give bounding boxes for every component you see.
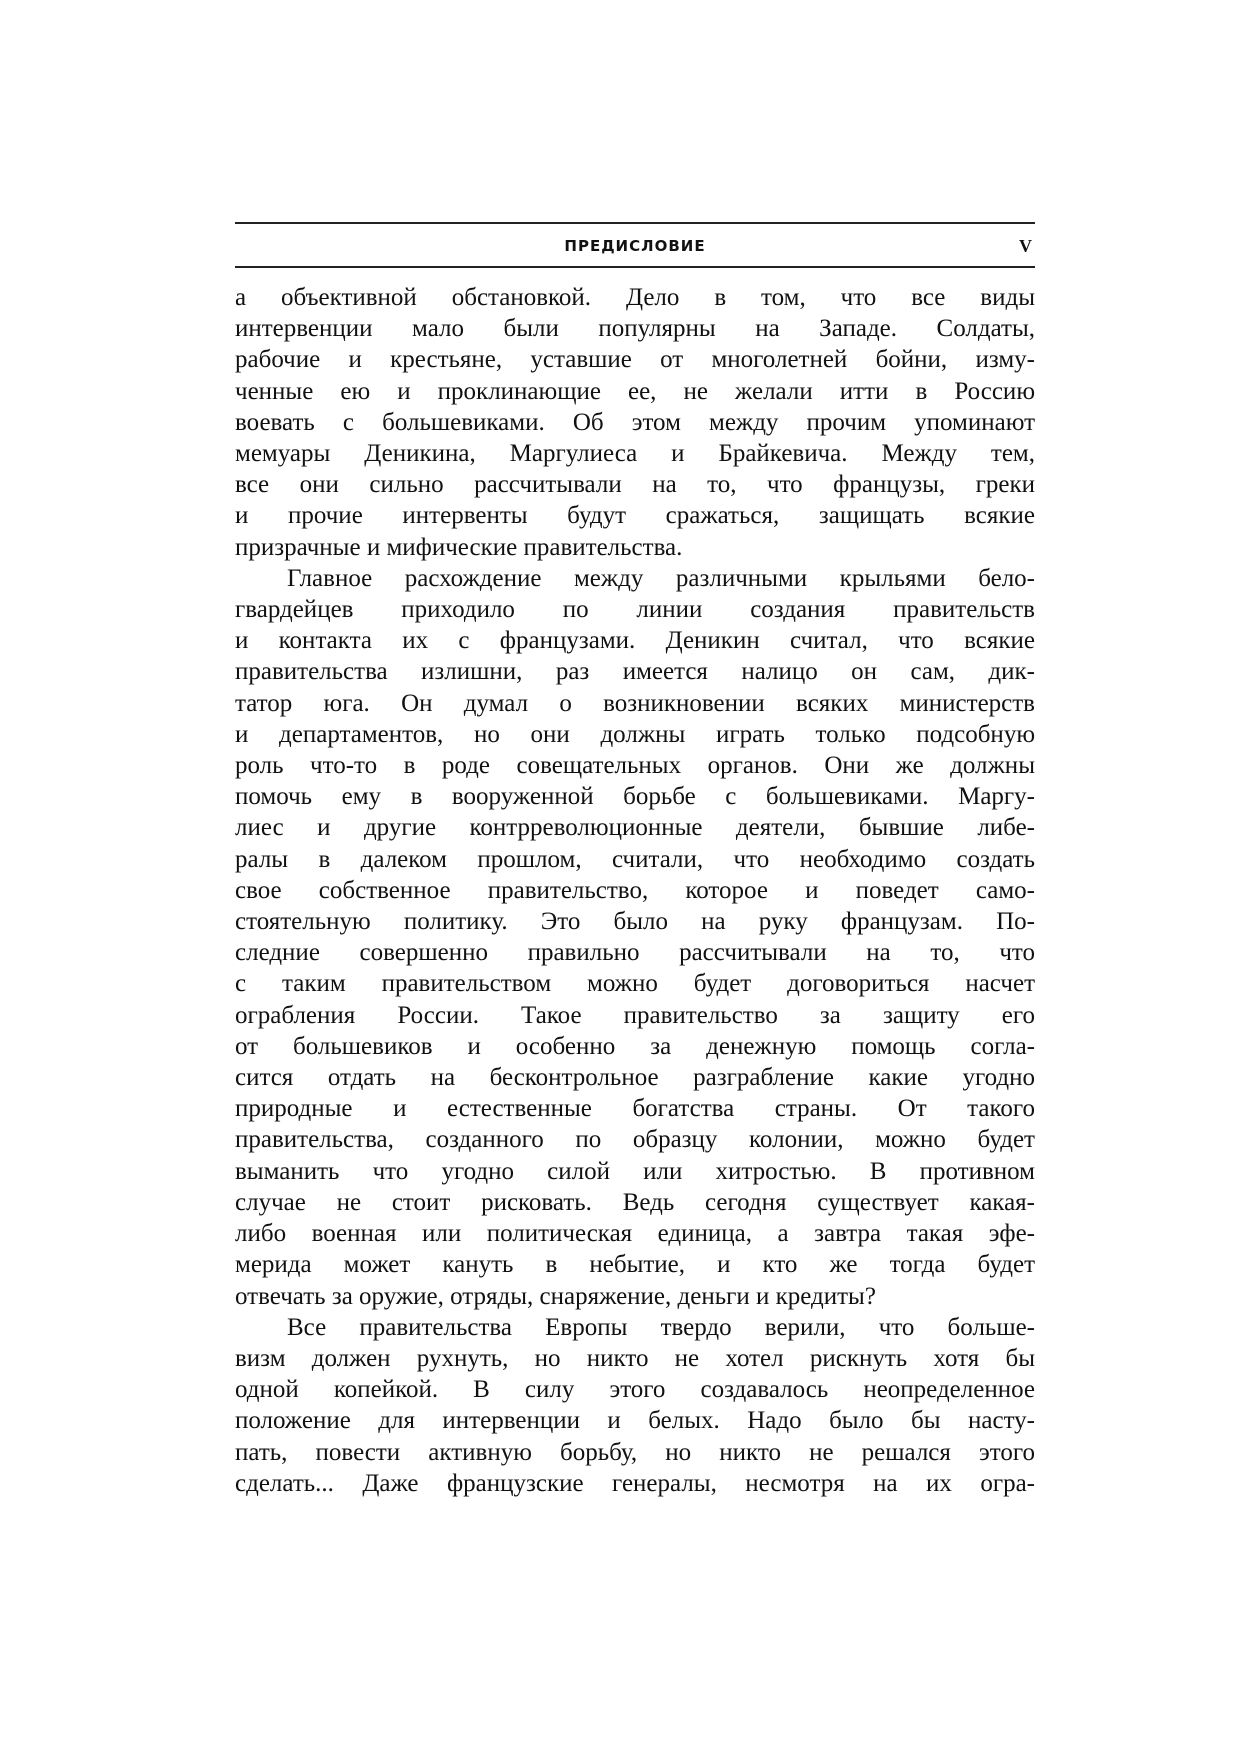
text-line: либо военная или политическая единица, а завтра такая эфе- bbox=[235, 1220, 1035, 1248]
text-line: одной копейкой. В силу этого создавалось неопределенное bbox=[235, 1376, 1035, 1404]
text-line: помочь ему в вооруженной борьбе с большевиками. Маргу- bbox=[235, 783, 1035, 811]
running-header bbox=[235, 236, 1035, 256]
text-line: гвардейцев приходило по линии создания правительств bbox=[235, 596, 1035, 624]
running-header-title: ПРЕДИСЛОВИЕ bbox=[564, 237, 706, 255]
text-line: ралы в далеком прошлом, считали, что необходимо создать bbox=[235, 845, 1035, 873]
text-line: призрачные и мифические правительства. bbox=[235, 533, 683, 561]
header-bottom-rule bbox=[235, 266, 1035, 268]
text-line: случае не стоит рисковать. Ведь сегодня существует какая- bbox=[235, 1188, 1035, 1216]
text-line: отвечать за оружие, отряды, снаряжение, деньги и кредиты? bbox=[235, 1282, 876, 1310]
text-line: правительства, созданного по образцу колонии, можно будет bbox=[235, 1126, 1035, 1154]
text-line: а объективной обстановкой. Дело в том, что все виды bbox=[235, 284, 1035, 311]
text-line: от большевиков и особенно за денежную помощь согла- bbox=[235, 1032, 1035, 1060]
text-line: и департаментов, но они должны играть только подсобную bbox=[235, 720, 1035, 748]
text-line: Все правительства Европы твердо верили, что больше- bbox=[287, 1313, 1035, 1341]
text-line: правительства излишни, раз имеется налицо он сам, дик- bbox=[235, 658, 1035, 686]
text-line: интервенции мало были популярны на Западе. Солдаты, bbox=[235, 315, 1035, 343]
text-line: ограбления России. Такое правительство за защиту его bbox=[235, 1001, 1035, 1029]
text-line: рабочие и крестьяне, уставшие от многолетней бойни, изму- bbox=[235, 346, 1035, 374]
text-line: визм должен рухнуть, но никто не хотел рискнуть хотя бы bbox=[235, 1344, 1035, 1372]
text-line: мемуары Деникина, Маргулиеса и Брайкевича. Между тем, bbox=[235, 440, 1035, 468]
book-page bbox=[235, 222, 1035, 1499]
text-line: и контакта их с французами. Деникин считал, что всякие bbox=[235, 627, 1035, 655]
text-line: татор юга. Он думал о возникновении всяких министерств bbox=[235, 689, 1035, 717]
text-line: все они сильно рассчитывали на то, что французы, греки bbox=[235, 471, 1035, 499]
text-line: выманить что угодно силой или хитростью. В противном bbox=[235, 1157, 1035, 1185]
page-number: V bbox=[1019, 236, 1033, 256]
text-line: следние совершенно правильно рассчитывали на то, что bbox=[235, 939, 1035, 967]
text-line: ченные ею и проклинающие ее, не желали итти в Россию bbox=[235, 377, 1035, 405]
text-line: сится отдать на бесконтрольное разграбление какие угодно bbox=[235, 1064, 1035, 1092]
text-line: Главное расхождение между различными крыльями бело- bbox=[287, 564, 1035, 592]
text-line: лиес и другие контрреволюционные деятели, бывшие либе- bbox=[235, 814, 1035, 842]
text-line: роль что-то в роде совещательных органов. Они же должны bbox=[235, 752, 1035, 780]
text-line: с таким правительством можно будет договориться насчет bbox=[235, 970, 1035, 998]
text-line: мерида может кануть в небытие, и кто же тогда будет bbox=[235, 1251, 1035, 1279]
text-line: свое собственное правительство, которое и поведет само- bbox=[235, 876, 1035, 904]
text-line: и прочие интервенты будут сражаться, защищать всякие bbox=[235, 502, 1035, 530]
text-line: стоятельную политику. Это было на руку французам. По- bbox=[235, 908, 1035, 936]
text-line: пать, повести активную борьбу, но никто не решался этого bbox=[235, 1438, 1035, 1466]
text-line: сделать... Даже французские генералы, несмотря на их огра- bbox=[235, 1469, 1035, 1497]
text-line: воевать с большевиками. Об этом между прочим упоминают bbox=[235, 408, 1035, 436]
text-line: положение для интервенции и белых. Надо было бы насту- bbox=[235, 1407, 1035, 1435]
body-text bbox=[235, 282, 1035, 1499]
text-line: природные и естественные богатства страны. От такого bbox=[235, 1095, 1035, 1123]
header-top-rule bbox=[235, 222, 1035, 224]
